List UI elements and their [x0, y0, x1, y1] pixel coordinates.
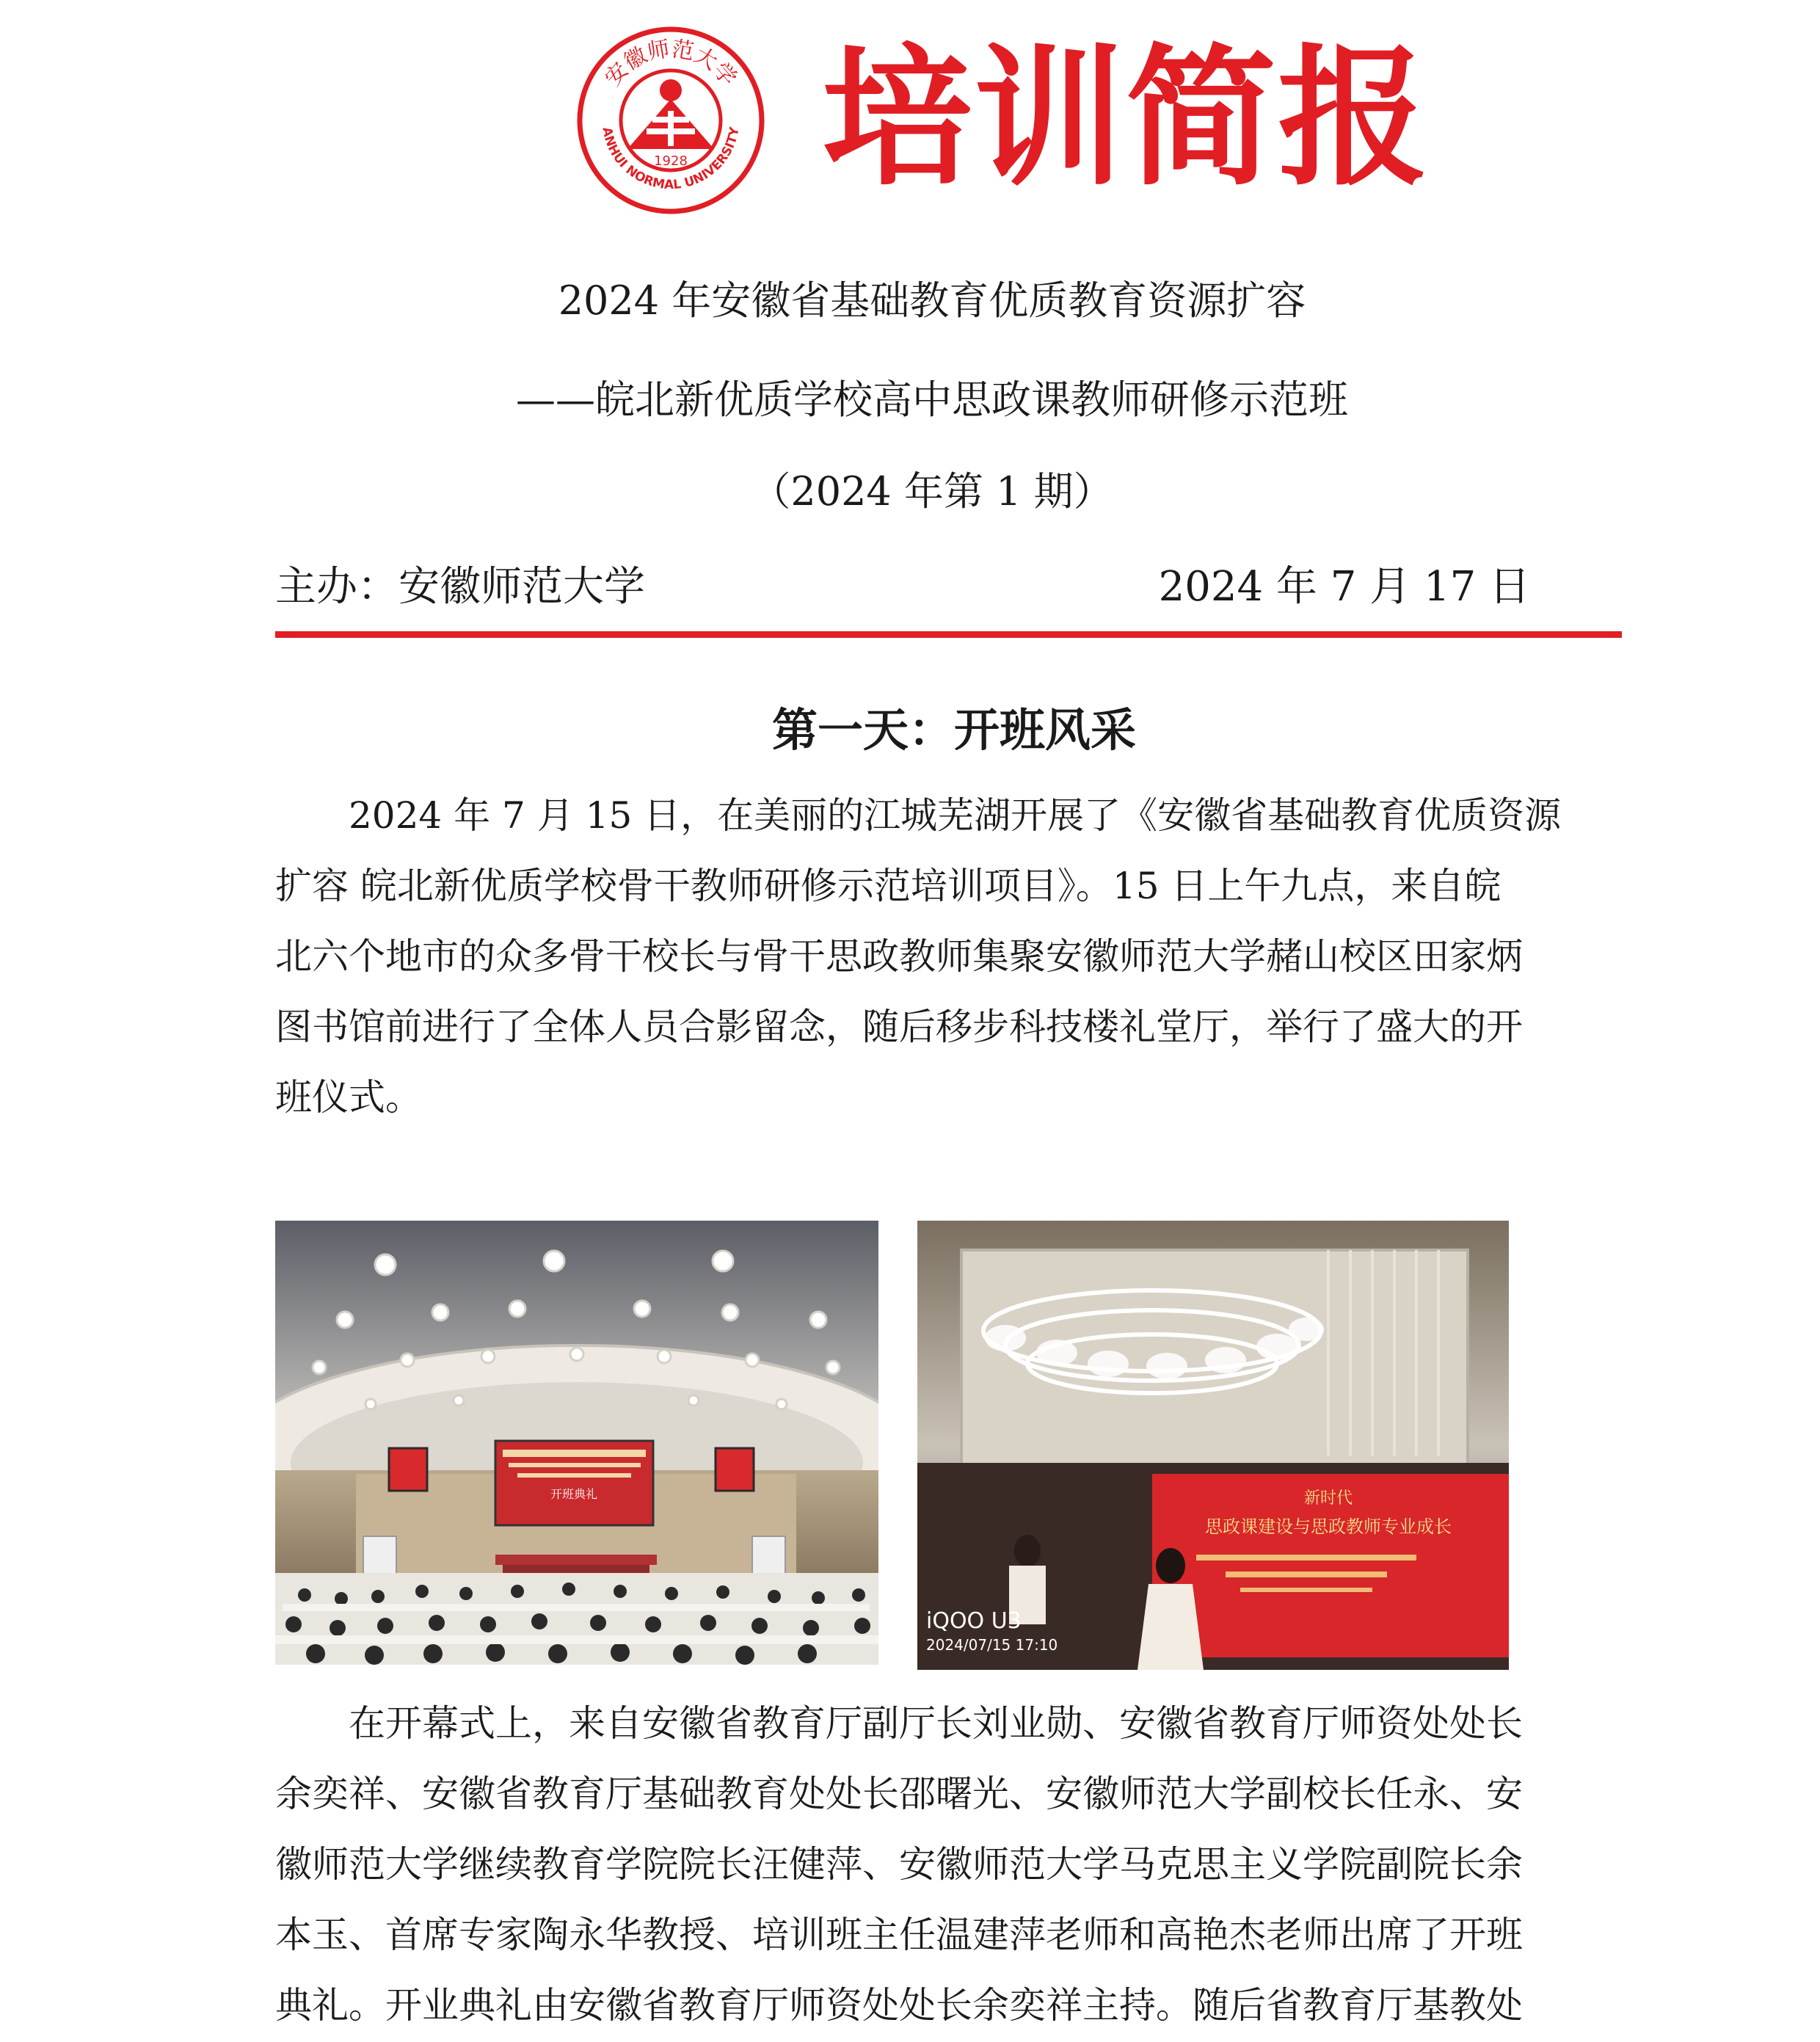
logo-arc-cn: 安徽师范大学: [600, 36, 742, 92]
paragraph-line: 在开幕式上，来自安徽省教育厅副厅长刘业勋、安徽省教育厅师资处处长: [349, 1702, 1523, 1745]
camera-brand: iQOO U3: [926, 1608, 1022, 1634]
subtitle-line-2: ——皖北新优质学校高中思政课教师研修示范班: [516, 377, 1348, 423]
paragraph-2: [275, 1688, 1552, 2041]
header-divider: [275, 631, 1622, 638]
paragraph-line: 图书馆前进行了全体人员合影留念，随后移步科技楼礼堂厅，举行了盛大的开: [275, 1006, 1523, 1048]
paragraph-1: [275, 780, 1562, 1133]
section-heading: 第一天：开班风采: [771, 703, 1136, 757]
paragraph-line: 2024 年 7 月 15 日，在美丽的江城芜湖开展了《安徽省基础教育优质资源: [349, 794, 1562, 837]
masthead-title: 培训简报: [822, 32, 1430, 206]
screen-title-left: 开班典礼: [550, 1487, 598, 1501]
paragraph-line: 余奕祥、安徽省教育厅基础教育处处长邵曙光、安徽师范大学副校长任永、安: [275, 1773, 1523, 1815]
logo-year: 1928: [654, 153, 688, 169]
screen-title-right: 新时代: [1303, 1489, 1353, 1508]
host-label: 主办：安徽师范大学: [275, 563, 645, 611]
university-logo: [576, 26, 765, 215]
photo-lecture: [917, 1221, 1509, 1670]
camera-timestamp: 2024/07/15 17:10: [926, 1636, 1058, 1654]
subtitle-line-1: 2024 年安徽省基础教育优质教育资源扩容: [558, 277, 1306, 324]
paragraph-line: 徽师范大学继续教育学院院长汪健萍、安徽师范大学马克思主义学院副院长余: [275, 1843, 1523, 1886]
issue-date: 2024 年 7 月 17 日: [1158, 563, 1530, 611]
issue-number: （2024 年第 1 期）: [751, 468, 1113, 515]
paragraph-line: 本玉、首席专家陶永华教授、培训班主任温建萍老师和高艳杰老师出席了开班: [275, 1914, 1523, 1956]
paragraph-line: 班仪式。: [275, 1076, 422, 1119]
paragraph-line: 典礼。开业典礼由安徽省教育厅师资处处长余奕祥主持。随后省教育厅基教处: [275, 1984, 1523, 2027]
paragraph-line: 扩容 皖北新优质学校骨干教师研修示范培训项目》。15 日上午九点，来自皖: [275, 865, 1502, 907]
screen-subtitle-right: 思政课建设与思政教师专业成长: [1205, 1516, 1452, 1537]
photo-auditorium: [275, 1221, 878, 1665]
paragraph-line: 北六个地市的众多骨干校长与骨干思政教师集聚安徽师范大学赭山校区田家炳: [275, 935, 1523, 978]
university-seal-icon: [576, 26, 765, 215]
logo-arc-en: ANHUI NORMAL UNIVERSITY: [599, 126, 743, 193]
